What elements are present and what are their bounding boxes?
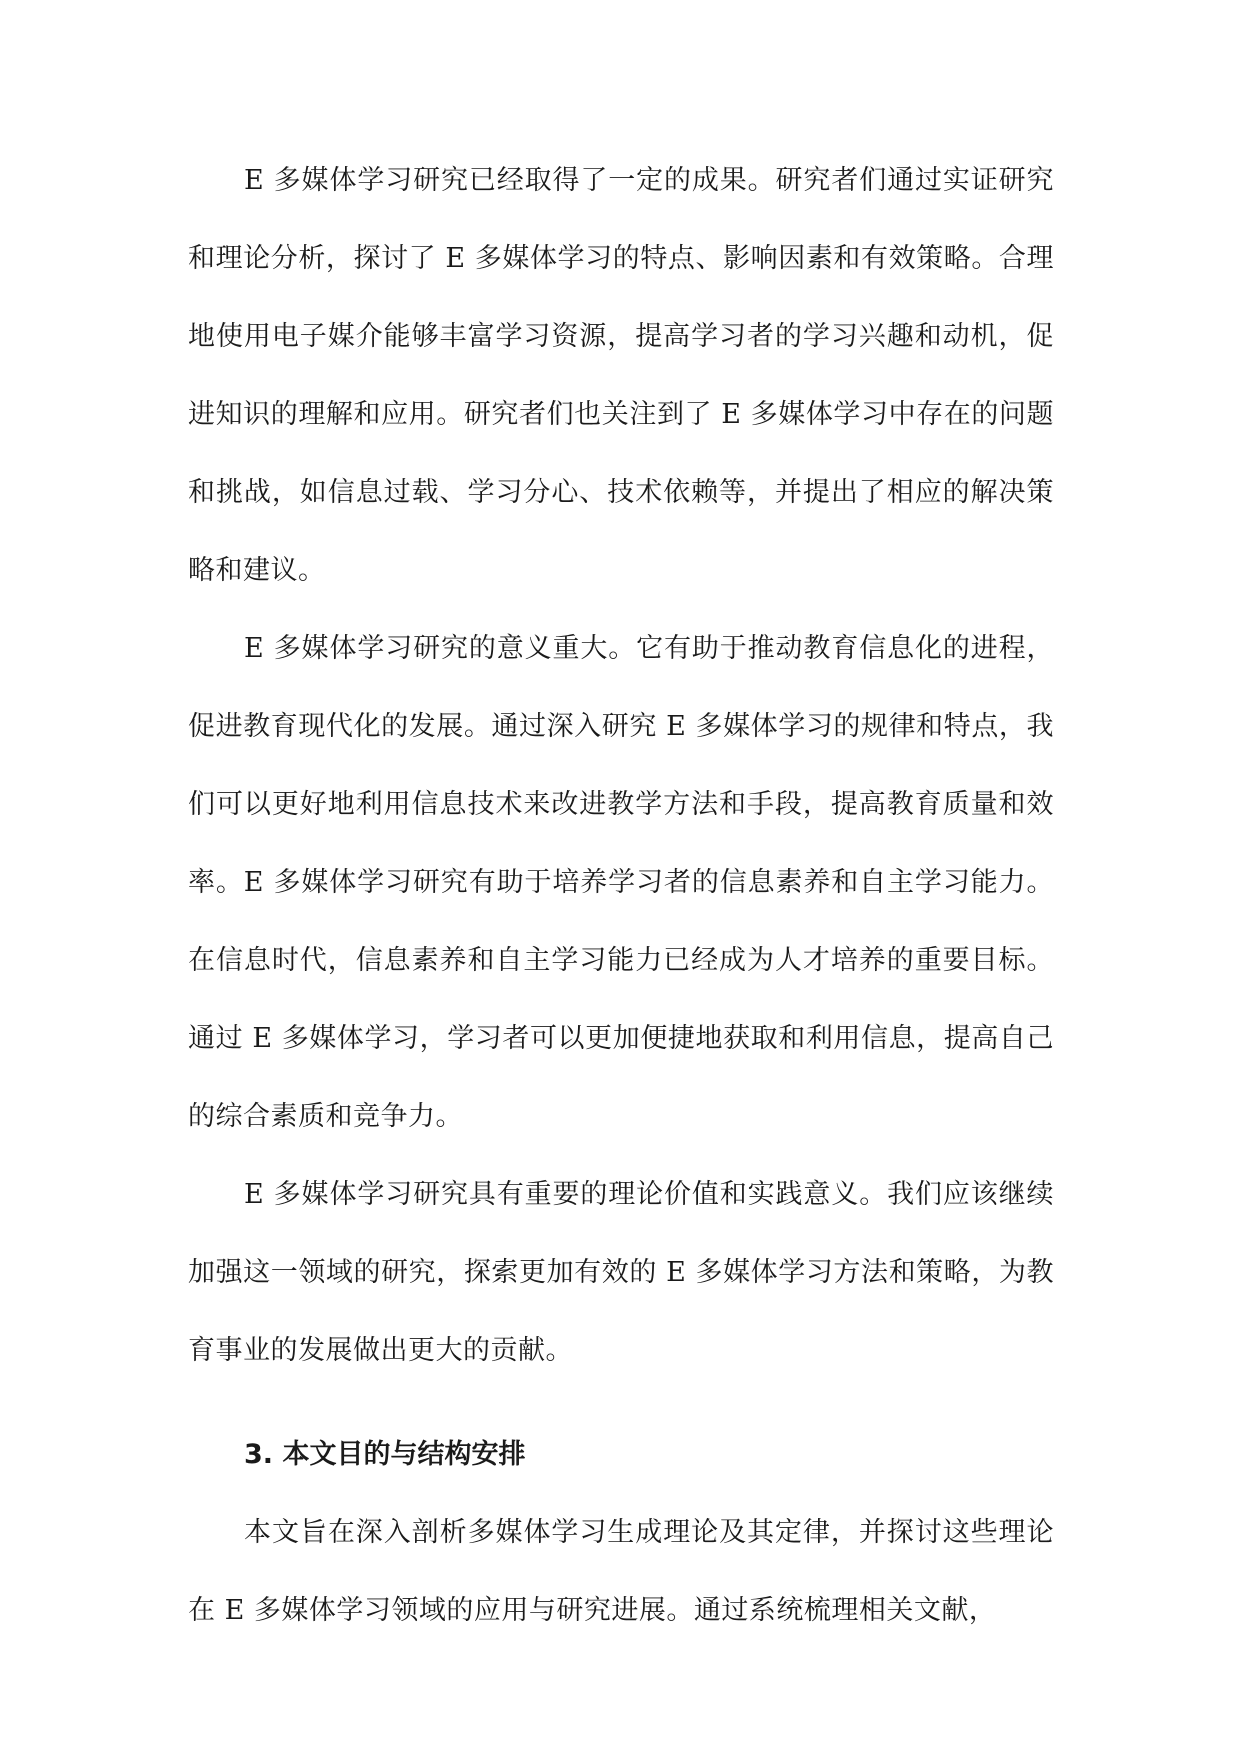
paragraph-section-intro: 本文旨在深入剖析多媒体学习生成理论及其定律，并探讨这些理论在 E 多媒体学习领域的应用与研究进展。通过系统梳理相关文献， [188,1517,1054,1626]
section-heading: 3. 本文目的与结构安排 [244,1439,526,1470]
paragraph-research-results: E 多媒体学习研究已经取得了一定的成果。研究者们通过实证研究和理论分析，探讨了 E 多媒体学习的特点、影响因素和有效策略。合理地使用电子媒介能够丰富学习资源，提高学习者的学习兴趣和动机，促进知识的理解和应用。研究者们也关注到了 E 多媒体学习中存在的问题和挑战，如信息过载、学习分心、技术依赖等，并提出了相应的解决策略和建议。 [188,165,1054,586]
document-body [188,142,1054,1650]
paragraph-research-value: E 多媒体学习研究具有重要的理论价值和实践意义。我们应该继续加强这一领域的研究，探索更加有效的 E 多媒体学习方法和策略，为教育事业的发展做出更大的贡献。 [188,1179,1054,1366]
paragraph-research-significance: E 多媒体学习研究的意义重大。它有助于推动教育信息化的进程，促进教育现代化的发展。通过深入研究 E 多媒体学习的规律和特点，我们可以更好地利用信息技术来改进教学方法和手段，提高教育质量和效率。E 多媒体学习研究有助于培养学习者的信息素养和自主学习能力。在信息时代，信息素养和自主学习能力已经成为人才培养的重要目标。通过 E 多媒体学习，学习者可以更加便捷地获取和利用信息，提高自己的综合素质和竞争力。 [188,633,1054,1132]
